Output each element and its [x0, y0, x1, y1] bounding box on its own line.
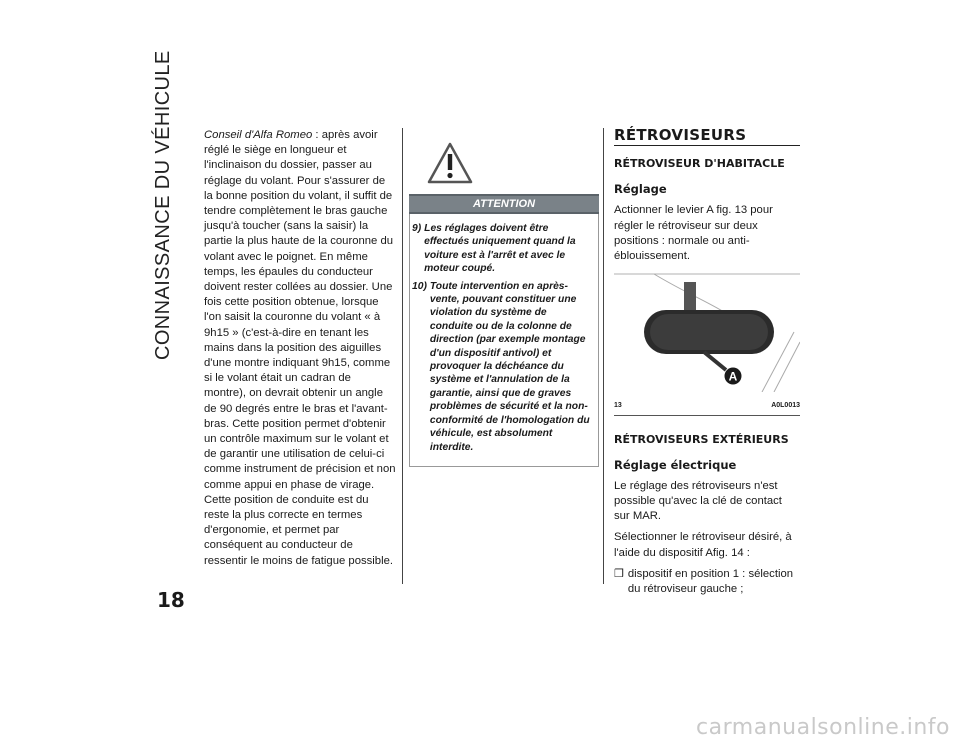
note-number: 9)	[412, 223, 422, 234]
exterior-mirror-text-1: Le réglage des rétroviseurs n'est possible qu'avec la clé de contact sur MAR.	[614, 479, 782, 523]
note-text: Les réglages doivent être effectués uniquement quand la voiture est à l'arrêt et avec le moteur coupé.	[424, 223, 576, 275]
figure-13	[614, 272, 800, 415]
watermark: carmanualsonline.info	[696, 715, 950, 740]
subsection-heading-interior: RÉTROVISEUR D'HABITACLE	[614, 157, 785, 171]
subsection-heading-exterior: RÉTROVISEURS EXTÉRIEURS	[614, 432, 789, 446]
column-1	[204, 128, 396, 569]
interior-mirror-text: Actionner le levier A fig. 13 pour régler le rétroviseur sur deux positions : normale ou anti-éblouissement.	[614, 204, 773, 263]
section-heading: RÉTROVISEURS	[614, 128, 800, 146]
rearview-mirror-illustration	[614, 272, 800, 392]
bullet-text: dispositif en position 1 : sélection du rétroviseur gauche ;	[627, 567, 794, 596]
attention-panel	[409, 132, 599, 467]
advice-lead: Conseil d'Alfa Romeo	[204, 129, 313, 141]
exterior-mirror-text-2: Sélectionner le rétroviseur désiré, à l'aide du dispositif Afig. 14 :	[614, 531, 792, 559]
figure-number: 13	[614, 402, 622, 410]
checkbox-bullet-icon: ❒	[614, 567, 624, 580]
column-divider-1	[402, 128, 403, 584]
label-a-text: A	[728, 369, 738, 384]
attention-title: ATTENTION	[409, 194, 599, 214]
advice-text: : après avoir réglé le siège en longueur et l'inclinaison du dossier, passer au réglage du volant. Pour s'assurer de la bonne position du volant, il suffit de tendre complètement le bras gauche jusqu'à toucher (sans la saisir) la partie la plus haute de la couronne du volant avec le poignet. En même temps, les épaules du conducteur doivent rester collées au dossier. Une fois cette position obtenue, lorsque l'on saisit la couronne du volant « à 9h15 » (c'est-à-dire en tenant les mains dans la position des aiguilles d'une montre indiquant 9h15, comme si le volant était un cadran de montre), on devrait obtenir un angle de 90 degrés entre le bras et l'avant-bras. Cette position permet d'obtenir un contrôle maximum sur le volant et de garantir une utilisation de celui-ci comme instrument de précision et non comme appui en phase de virage. Cette position de conduite est du reste la plus correcte en termes d'ergonomie, et permet par conséquent au conducteur de ressentir le moins de fatigue possible.	[204, 129, 396, 567]
attention-note	[412, 222, 592, 276]
attention-box	[409, 214, 599, 467]
figure-caption	[614, 397, 800, 414]
figure-code: A0L0013	[771, 402, 800, 410]
page-number: 18	[157, 588, 185, 612]
note-number: 10)	[412, 280, 427, 292]
column-3	[614, 128, 800, 597]
attention-note	[412, 280, 592, 454]
note-text: Toute intervention en après-vente, pouvant constituer une violation du système de conduite ou de la colonne de direction (par exemple montage d'un dispositif antivol) et provoquer la déchéance du système et l'annulation de la garantie, ainsi que de graves problèmes de sécurité et la non-conformité de l'homologation du véhicule, est absolument interdite.	[429, 280, 590, 453]
adjustment-heading: Réglage	[614, 182, 667, 197]
electric-adjustment-heading: Réglage électrique	[614, 457, 737, 472]
bullet-item	[614, 567, 800, 597]
column-divider-2	[603, 128, 604, 584]
section-side-title: CONNAISSANCE DU VÉHICULE	[152, 50, 174, 360]
warning-triangle-icon	[427, 142, 473, 184]
